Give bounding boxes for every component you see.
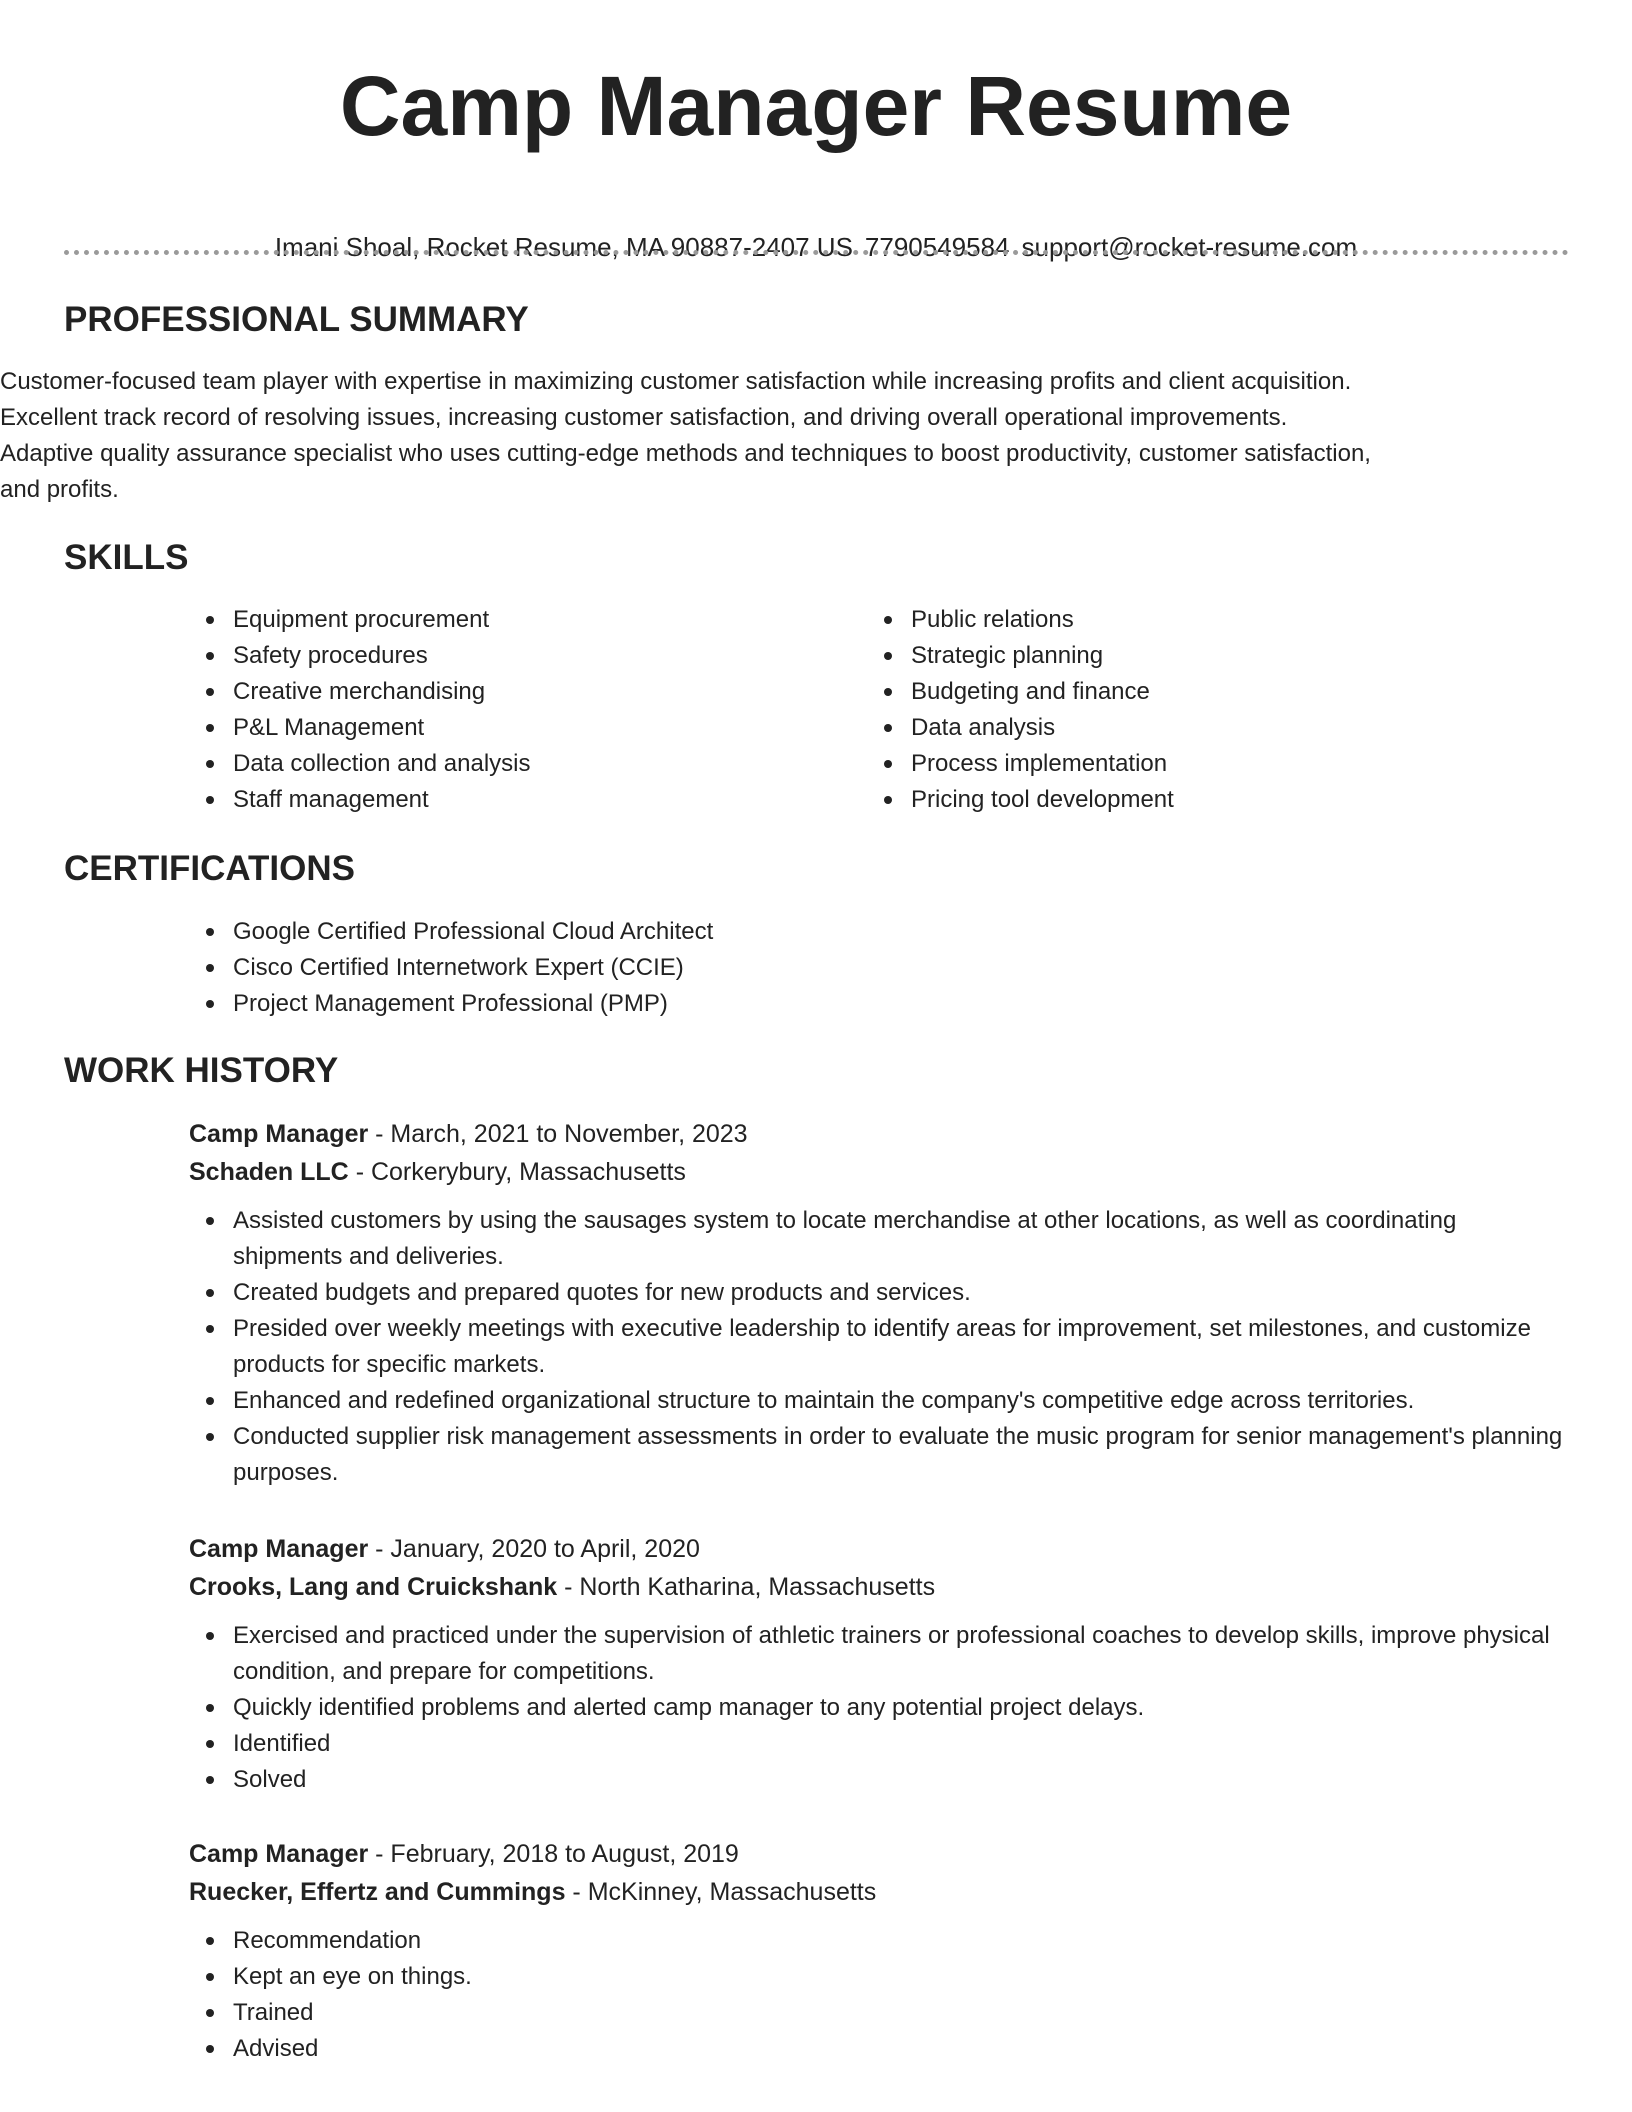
skill-item: Pricing tool development bbox=[867, 782, 1545, 818]
job-duty: Identified bbox=[189, 1726, 1569, 1762]
certifications-list bbox=[189, 914, 1569, 1022]
skill-item: Creative merchandising bbox=[189, 674, 867, 710]
skill-item: Budgeting and finance bbox=[867, 674, 1545, 710]
job-duty: Exercised and practiced under the supervision of athletic trainers or professional coaches to develop skills, improve physical condition, and prepare for competitions. bbox=[189, 1618, 1569, 1690]
job-title-line bbox=[189, 1530, 1569, 1568]
job-duties-list bbox=[189, 1923, 1569, 2067]
contact-address: Imani Shoal, Rocket Resume, MA 90887-2407 US bbox=[274, 232, 853, 262]
job-duties-list bbox=[189, 1203, 1569, 1491]
certifications-heading: CERTIFICATIONS bbox=[64, 849, 356, 888]
certification-item: Cisco Certified Internetwork Expert (CCIE) bbox=[189, 950, 1569, 986]
job-company-line bbox=[189, 1568, 1569, 1606]
skills-grid bbox=[189, 602, 1569, 818]
contact-email: support@rocket-resume.com bbox=[1021, 232, 1358, 262]
skill-item: Data collection and analysis bbox=[189, 746, 867, 782]
job-company: Ruecker, Effertz and Cummings bbox=[189, 1878, 566, 1906]
contact-line bbox=[0, 230, 1632, 264]
job-entry bbox=[189, 1115, 1569, 1491]
job-dates: - January, 2020 to April, 2020 bbox=[368, 1535, 700, 1563]
job-duty: Recommendation bbox=[189, 1923, 1569, 1959]
job-duty: Conducted supplier risk management assessments in order to evaluate the music program for senior management's planning purposes. bbox=[189, 1419, 1569, 1491]
job-duty: Created budgets and prepared quotes for new products and services. bbox=[189, 1275, 1569, 1311]
job-title-line bbox=[189, 1835, 1569, 1873]
job-title: Camp Manager bbox=[189, 1535, 369, 1563]
job-company: Crooks, Lang and Cruickshank bbox=[189, 1573, 558, 1601]
skill-item: Strategic planning bbox=[867, 638, 1545, 674]
job-duties-list bbox=[189, 1618, 1569, 1798]
skills-list-right bbox=[867, 602, 1545, 818]
contact-phone: 7790549584 bbox=[864, 232, 1010, 262]
skill-item: Safety procedures bbox=[189, 638, 867, 674]
header-divider bbox=[64, 250, 1569, 255]
resume-title: Camp Manager Resume bbox=[339, 59, 1293, 153]
skill-item: Process implementation bbox=[867, 746, 1545, 782]
skill-item: Equipment procurement bbox=[189, 602, 867, 638]
job-duty: Solved bbox=[189, 1762, 1569, 1798]
job-location: - North Katharina, Massachusetts bbox=[557, 1573, 936, 1601]
job-title: Camp Manager bbox=[189, 1840, 369, 1868]
job-title: Camp Manager bbox=[189, 1120, 369, 1148]
job-company-line bbox=[189, 1153, 1569, 1191]
job-company: Schaden LLC bbox=[189, 1158, 349, 1186]
skill-item: P&L Management bbox=[189, 710, 867, 746]
job-company-line bbox=[189, 1873, 1569, 1911]
skills-heading: SKILLS bbox=[64, 538, 189, 577]
skills-list-left bbox=[189, 602, 867, 818]
job-dates: - March, 2021 to November, 2023 bbox=[368, 1120, 748, 1148]
job-duty: Trained bbox=[189, 1995, 1569, 2031]
skill-item: Staff management bbox=[189, 782, 867, 818]
job-duty: Assisted customers by using the sausages system to locate merchandise at other locations, as well as coordinating shipments and deliveries. bbox=[189, 1203, 1569, 1275]
job-location: - Corkerybury, Massachusetts bbox=[348, 1158, 686, 1186]
job-entry bbox=[189, 1835, 1569, 2067]
job-duty: Presided over weekly meetings with executive leadership to identify areas for improvement, set milestones, and customize products for specific markets. bbox=[189, 1311, 1569, 1383]
job-dates: - February, 2018 to August, 2019 bbox=[368, 1840, 739, 1868]
certification-item: Google Certified Professional Cloud Architect bbox=[189, 914, 1569, 950]
skill-item: Public relations bbox=[867, 602, 1545, 638]
job-title-line bbox=[189, 1115, 1569, 1153]
job-duty: Advised bbox=[189, 2031, 1569, 2067]
job-entry bbox=[189, 1530, 1569, 1798]
certification-item: Project Management Professional (PMP) bbox=[189, 986, 1569, 1022]
job-location: - McKinney, Massachusetts bbox=[565, 1878, 877, 1906]
work-history-heading: WORK HISTORY bbox=[64, 1051, 339, 1090]
job-duty: Kept an eye on things. bbox=[189, 1959, 1569, 1995]
summary-text: Customer-focused team player with expertise in maximizing customer satisfaction while increasing profits and client acquisition. Excellent track record of resolving issues, increasing customer satisfaction, and driving overall operational improvements. Adaptive quality assurance specialist who uses cutting-edge methods and techniques to boost productivity, customer satisfaction, and profits. bbox=[0, 368, 1371, 503]
job-duty: Enhanced and redefined organizational structure to maintain the company's competitive edge across territories. bbox=[189, 1383, 1569, 1419]
job-duty: Quickly identified problems and alerted camp manager to any potential project delays. bbox=[189, 1690, 1569, 1726]
skill-item: Data analysis bbox=[867, 710, 1545, 746]
summary-heading: PROFESSIONAL SUMMARY bbox=[64, 300, 529, 339]
